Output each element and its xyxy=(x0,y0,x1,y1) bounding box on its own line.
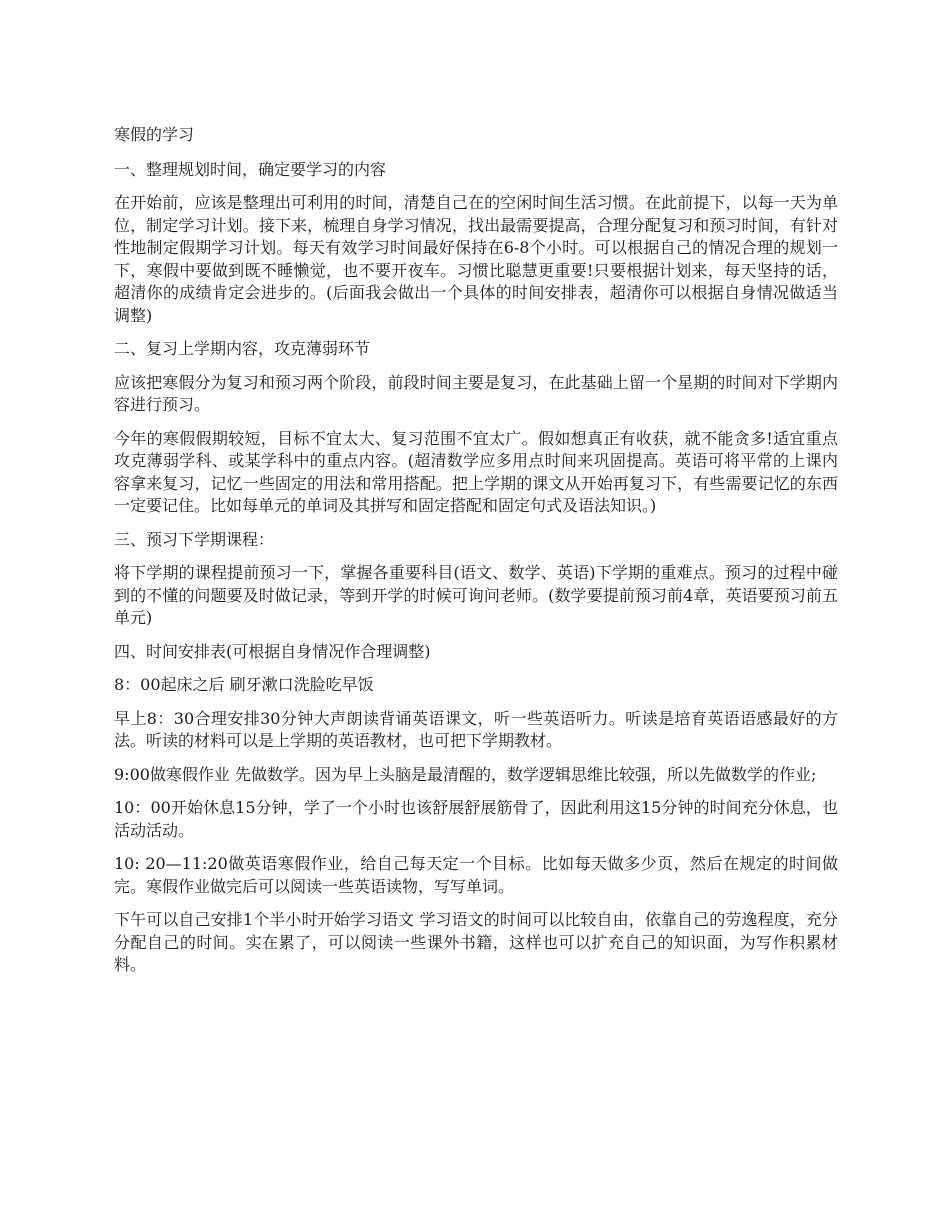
schedule-item: 早上8：30合理安排30分钟大声朗读背诵英语课文，听一些英语听力。听读是培育英语语感最好的方法。听读的材料可以是上学期的英语教材，也可把下学期教材。 xyxy=(114,708,838,750)
section-heading-4: 四、时间安排表(可根据自身情况作合理调整) xyxy=(114,641,431,661)
body-paragraph: 将下学期的课程提前预习一下，掌握各重要科目(语文、数学、英语)下学期的重难点。预习的过程中碰到的不懂的问题要及时做记录，等到开学的时候可询问老师。(数学要提前预习前4章，英语要预习前五单元) xyxy=(114,563,838,627)
body-paragraph: 应该把寒假分为复习和预习两个阶段，前段时间主要是复习，在此基础上留一个星期的时间对下学期内容进行预习。 xyxy=(114,372,838,414)
schedule-item: 下午可以自己安排1个半小时开始学习语文 学习语文的时间可以比较自由，依靠自己的劳逸程度，充分分配自己的时间。实在累了，可以阅读一些课外书籍，这样也可以扩充自己的知识面，为写作积累材料。 xyxy=(114,910,838,974)
section-heading-3: 三、预习下学期课程： xyxy=(114,529,275,549)
section-heading-1: 一、整理规划时间，确定要学习的内容 xyxy=(114,159,387,179)
body-paragraph: 在开始前，应该是整理出可利用的时间，清楚自己在的空闲时间生活习惯。在此前提下，以每一天为单位，制定学习计划。接下来，梳理自身学习情况，找出最需要提高，合理分配复习和预习时间，有针对性地制定假期学习计划。每天有效学习时间最好保持在6-8个小时。可以根据自己的情况合理的规划一下，寒假中要做到既不睡懒觉，也不要开夜车。习惯比聪慧更重要!只要根据计划来，每天坚持的话，超清你的成绩肯定会进步的。(后面我会做出一个具体的时间安排表，超清你可以根据自身情况做适当调整) xyxy=(114,193,838,325)
document-title: 寒假的学习 xyxy=(114,125,195,144)
schedule-item: 8：00起床之后 刷牙漱口洗脸吃早饭 xyxy=(114,675,374,694)
section-heading-2: 二、复习上学期内容，攻克薄弱环节 xyxy=(114,339,371,358)
schedule-item: 9:00做寒假作业 先做数学。因为早上头脑是最清醒的，数学逻辑思维比较强，所以先做数学的作业; xyxy=(114,764,817,784)
schedule-item: 10: 20—11:20做英语寒假作业，给自己每天定一个目标。比如每天做多少页，然后在规定的时间做完。寒假作业做完后可以阅读一些英语读物，写写单词。 xyxy=(114,854,838,896)
body-paragraph: 今年的寒假假期较短，目标不宜太大、复习范围不宜太广。假如想真正有收获，就不能贪多!适宜重点攻克薄弱学科、或某学科中的重点内容。(超清数学应多用点时间来巩固提高。英语可将平常的上课内容拿来复习，记忆一些固定的用法和常用搭配。把上学期的课文从开始再复习下，有些需要记忆的东西一定要记住。比如每单元的单词及其拼写和固定搭配和固定句式及语法知识。) xyxy=(114,428,838,515)
schedule-item: 10：00开始休息15分钟，学了一个小时也该舒展舒展筋骨了，因此利用这15分钟的时间充分休息，也活动活动。 xyxy=(114,798,838,840)
